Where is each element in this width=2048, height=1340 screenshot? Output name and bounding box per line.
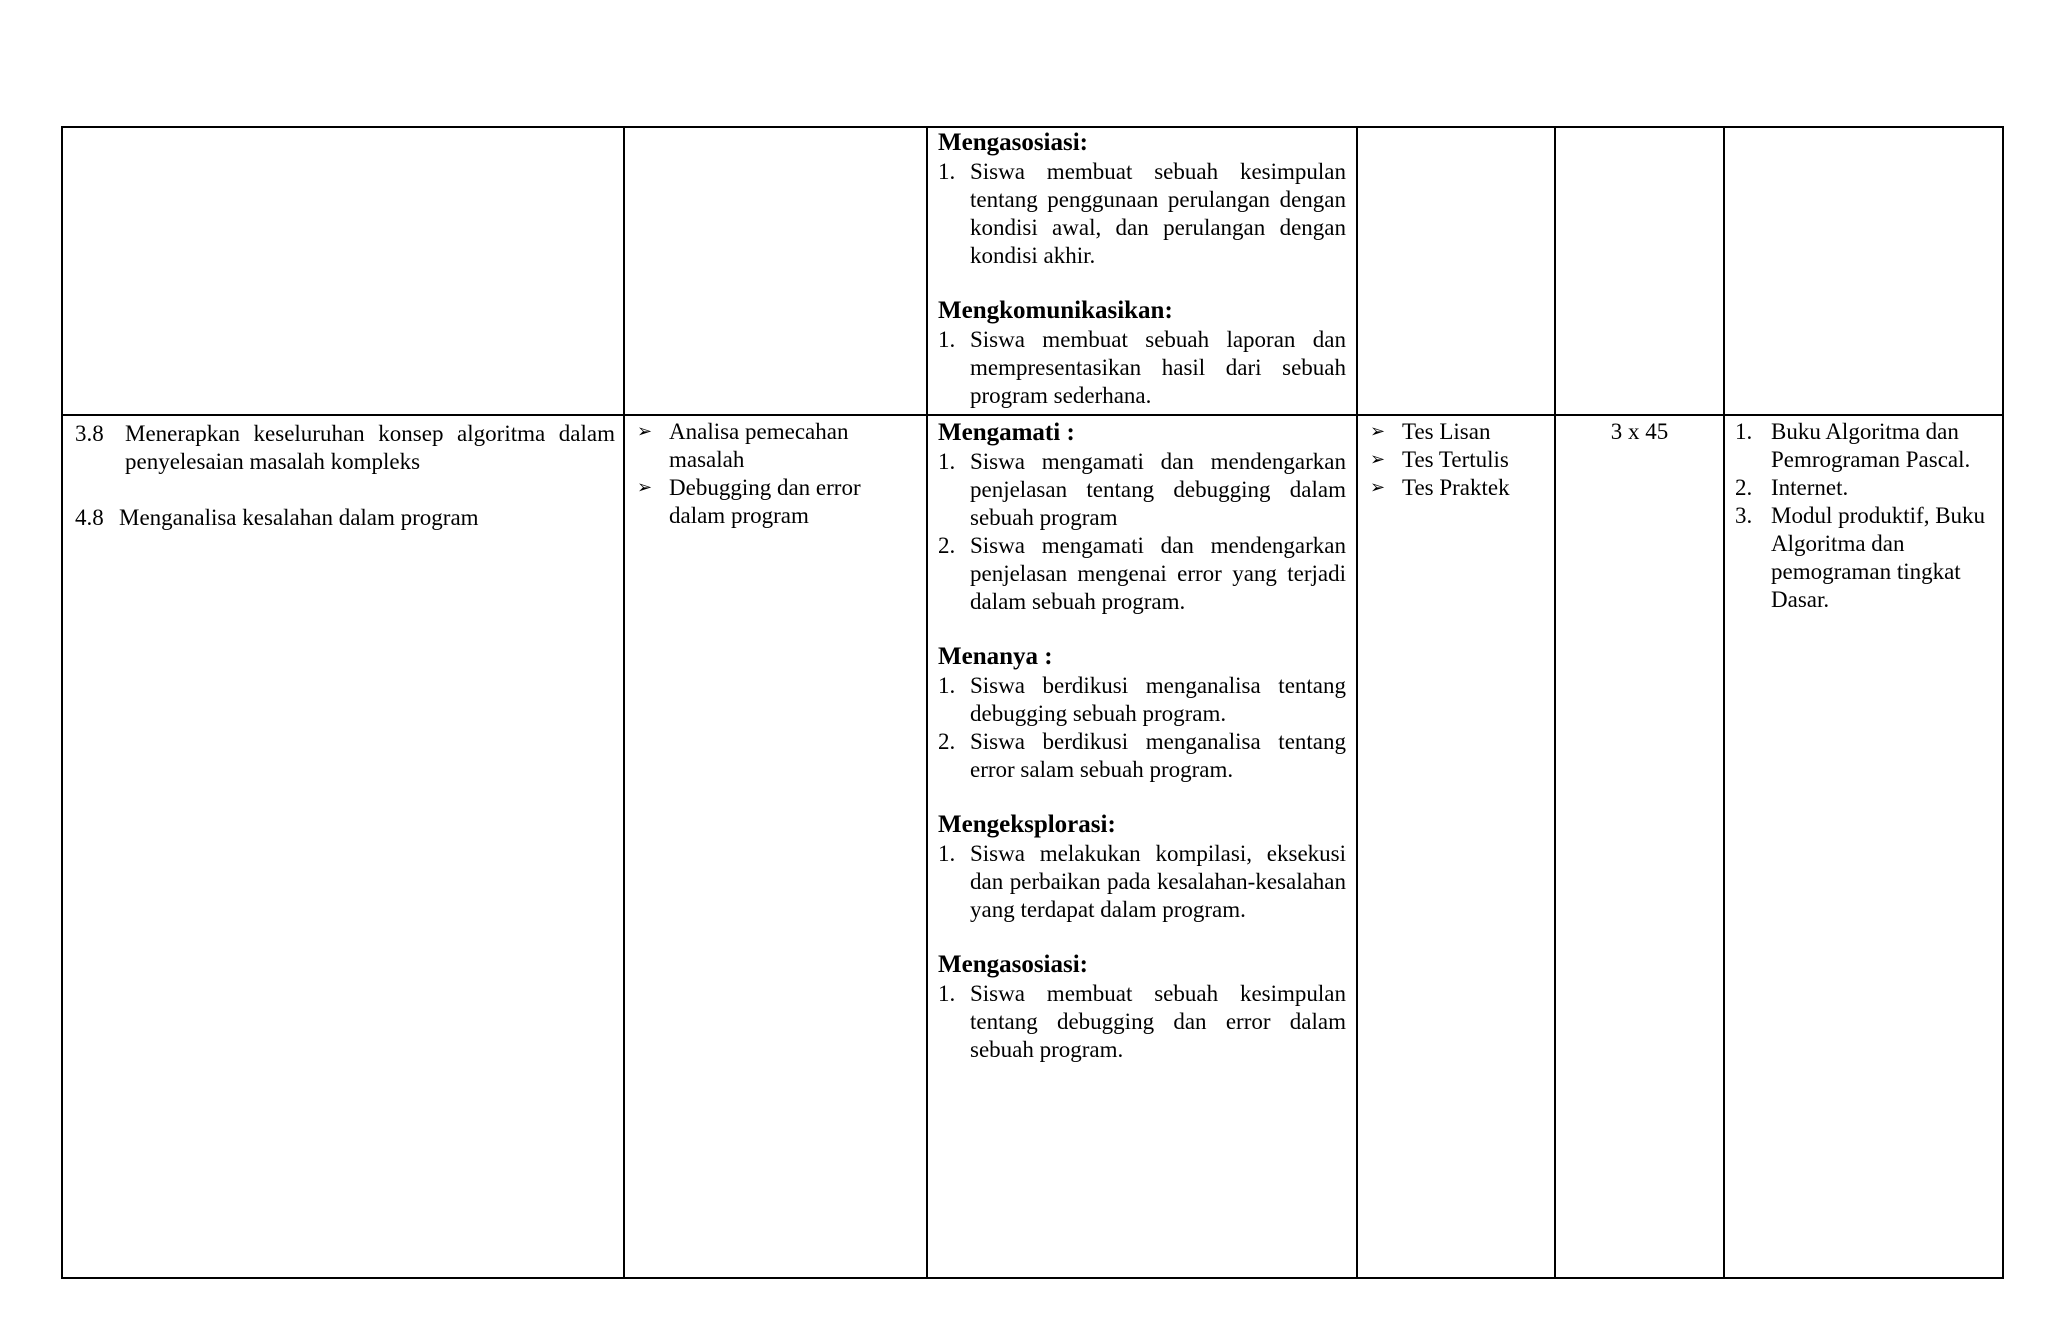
- item-number: 1.: [938, 673, 956, 698]
- kompetensi-list: [63, 416, 623, 532]
- sumber-cell: [1724, 127, 2003, 415]
- activity-heading: Mengkomunikasikan:: [938, 297, 1173, 324]
- activity-heading: Mengasosiasi:: [938, 129, 1088, 156]
- arrow-bullet-icon: ➢: [637, 477, 653, 498]
- penilaian-cell: [1357, 127, 1555, 415]
- item-number: 2.: [1735, 475, 1753, 500]
- item-text: Siswa mengamati dan mendengarkan penjelasan tentang debugging dalam sebuah program: [970, 449, 1346, 530]
- activity-items: [938, 980, 1346, 1064]
- waktu-cell: [1555, 127, 1724, 415]
- syllabus-table: [61, 126, 2004, 1279]
- kegiatan-cell: [927, 415, 1357, 1278]
- activity-items: [938, 672, 1346, 784]
- activity-heading: Menanya :: [938, 643, 1053, 670]
- sumber-list: [1725, 416, 2002, 614]
- activity-heading: Mengamati :: [938, 419, 1075, 446]
- sumber-text: Buku Algoritma dan Pemrograman Pascal.: [1771, 419, 1971, 472]
- kegiatan-list: [928, 416, 1356, 1064]
- activity-item: [938, 448, 1346, 532]
- item-number: 1.: [938, 327, 956, 352]
- activity-items: [938, 158, 1346, 270]
- sumber-cell: [1724, 415, 2003, 1278]
- activity-heading: Mengasosiasi:: [938, 951, 1088, 978]
- materi-cell: [624, 415, 927, 1278]
- item-text: Siswa berdikusi menganalisa tentang error salam sebuah program.: [970, 729, 1346, 782]
- activity-heading: Mengeksplorasi:: [938, 811, 1116, 838]
- table-row: [62, 127, 2003, 415]
- activity-item: [938, 980, 1346, 1064]
- penilaian-item: [1370, 474, 1548, 502]
- sumber-text: Internet.: [1771, 475, 1849, 500]
- table-row: [62, 415, 2003, 1278]
- kegiatan-list: [928, 128, 1356, 410]
- penilaian-cell: [1357, 415, 1555, 1278]
- item-text: Siswa membuat sebuah kesimpulan tentang debugging dan error dalam sebuah program.: [970, 981, 1346, 1062]
- alokasi-waktu: 3 x 45: [1610, 419, 1669, 444]
- kegiatan-cell: [927, 127, 1357, 415]
- kompetensi-cell: [62, 415, 624, 1278]
- penilaian-item: [1370, 418, 1548, 446]
- activity-item: [938, 840, 1346, 924]
- item-text: Siswa mengamati dan mendengarkan penjelasan mengenai error yang terjadi dalam sebuah program.: [970, 533, 1346, 614]
- kompetensi-number: 3.8: [75, 421, 104, 446]
- materi-list: [625, 416, 926, 530]
- sumber-item: [1735, 502, 1992, 614]
- item-text: Siswa berdikusi menganalisa tentang debugging sebuah program.: [970, 673, 1346, 726]
- materi-text: Debugging dan error dalam program: [669, 475, 861, 528]
- item-text: Siswa membuat sebuah laporan dan mempresentasikan hasil dari sebuah program sederhana.: [970, 327, 1346, 408]
- activity-item: [938, 326, 1346, 410]
- penilaian-text: Tes Praktek: [1402, 475, 1510, 500]
- kompetensi-item: [75, 420, 615, 476]
- materi-text: Analisa pemecahan masalah: [669, 419, 849, 472]
- sumber-item: [1735, 474, 1992, 502]
- item-text: Siswa melakukan kompilasi, eksekusi dan perbaikan pada kesalahan-kesalahan yang terdapat dalam program.: [970, 841, 1346, 922]
- kompetensi-cell: [62, 127, 624, 415]
- activity-item: [938, 532, 1346, 616]
- activity-item: [938, 728, 1346, 784]
- kompetensi-text: Menganalisa kesalahan dalam program: [119, 505, 479, 530]
- materi-cell: [624, 127, 927, 415]
- activity-item: [938, 158, 1346, 270]
- sumber-item: [1735, 418, 1992, 474]
- penilaian-text: Tes Tertulis: [1402, 447, 1509, 472]
- item-number: 1.: [1735, 419, 1753, 444]
- activity-items: [938, 448, 1346, 616]
- waktu-cell: [1555, 415, 1724, 1278]
- item-text: Siswa membuat sebuah kesimpulan tentang penggunaan perulangan dengan kondisi awal, dan perulangan dengan kondisi akhir.: [970, 159, 1346, 268]
- activity-items: [938, 326, 1346, 410]
- materi-item: [637, 474, 920, 530]
- kompetensi-item: [75, 504, 615, 532]
- item-number: 2.: [938, 729, 956, 754]
- item-number: 3.: [1735, 503, 1753, 528]
- kompetensi-number: 4.8: [75, 505, 104, 530]
- materi-item: [637, 418, 920, 474]
- arrow-bullet-icon: ➢: [1370, 421, 1386, 442]
- activity-item: [938, 672, 1346, 728]
- arrow-bullet-icon: ➢: [637, 421, 653, 442]
- item-number: 1.: [938, 981, 956, 1006]
- sumber-text: Modul produktif, Buku Algoritma dan pemograman tingkat Dasar.: [1771, 503, 1986, 612]
- activity-items: [938, 840, 1346, 924]
- arrow-bullet-icon: ➢: [1370, 477, 1386, 498]
- item-number: 1.: [938, 841, 956, 866]
- item-number: 1.: [938, 159, 956, 184]
- item-number: 1.: [938, 449, 956, 474]
- item-number: 2.: [938, 533, 956, 558]
- arrow-bullet-icon: ➢: [1370, 449, 1386, 470]
- penilaian-text: Tes Lisan: [1402, 419, 1491, 444]
- penilaian-list: [1358, 416, 1554, 502]
- penilaian-item: [1370, 446, 1548, 474]
- kompetensi-text: Menerapkan keseluruhan konsep algoritma dalam penyelesaian masalah kompleks: [125, 421, 615, 474]
